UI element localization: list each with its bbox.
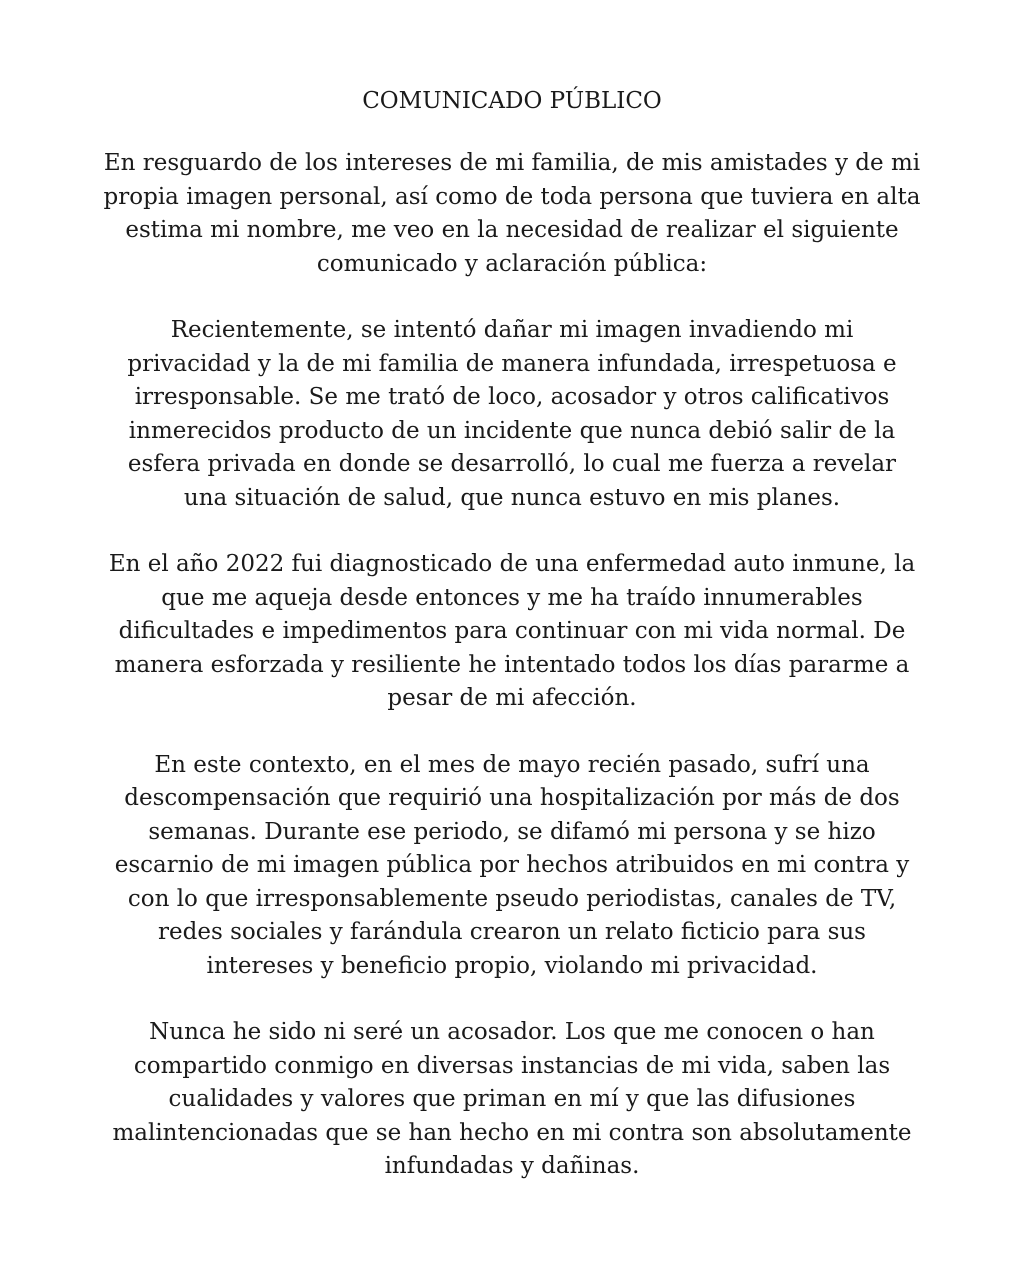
text-line: malintencionadas que se han hecho en mi contra son absolutamente (112, 1119, 912, 1146)
text-line: En resguardo de los intereses de mi familia, de mis amistades y de mi (103, 150, 921, 176)
text-line: con lo que irresponsablemente pseudo periodistas, canales de TV, (127, 885, 897, 912)
text-line: manera esforzada y resiliente he intentado todos los días pararme a (114, 651, 910, 678)
text-line: Recientemente, se intentó dañar mi imagen invadiendo mi (170, 317, 854, 343)
text-line: En el año 2022 fui diagnosticado de una enfermedad auto inmune, la (108, 551, 916, 577)
text-line: una situación de salud, que nunca estuvo en mis planes. (183, 484, 841, 511)
paragraph-context (60, 749, 964, 984)
paragraph-intro (60, 147, 964, 281)
text-line: esfera privada en donde se desarrolló, lo cual me fuerza a revelar (127, 451, 897, 477)
text-line: irresponsable. Se me trató de loco, acosador y otros calificativos (134, 384, 890, 410)
text-line: inmerecidos producto de un incidente que nunca debió salir de la (128, 417, 896, 444)
text-line: comunicado y aclaración pública: (316, 250, 708, 277)
text-line: intereses y beneficio propio, violando mi privacidad. (206, 952, 818, 979)
text-line: propia imagen personal, así como de toda persona que tuviera en alta (103, 183, 921, 210)
text-line: privacidad y la de mi familia de manera infundada, irrespetuosa e (127, 350, 897, 377)
text-line: escarnio de mi imagen pública por hechos atribuidos en mi contra y (114, 852, 910, 878)
paragraph-conclusion (60, 1016, 964, 1184)
text-line: En este contexto, en el mes de mayo recién pasado, sufrí una (154, 751, 870, 778)
text-line: que me aqueja desde entonces y me ha traído innumerables (161, 584, 863, 611)
text-line: estima mi nombre, me veo en la necesidad de realizar el siguiente (125, 217, 899, 243)
text-line: infundadas y dañinas. (384, 1153, 640, 1179)
text-line: pesar de mi afección. (387, 685, 637, 711)
text-line: dificultades e impedimentos para continuar con mi vida normal. De (118, 618, 906, 644)
text-line: descompensación que requirió una hospitalización por más de dos (124, 785, 900, 811)
text-line: compartido conmigo en diversas instancias de mi vida, saben las (133, 1052, 891, 1079)
text-line: semanas. Durante ese periodo, se difamó mi persona y se hizo (148, 818, 876, 845)
text-line: cualidades y valores que priman en mí y que las difusiones (168, 1086, 856, 1112)
document-title: COMUNICADO PÚBLICO (362, 88, 662, 114)
text-line: redes sociales y farándula crearon un relato ficticio para sus (158, 919, 866, 945)
text-line: Nunca he sido ni seré un acosador. Los que me conocen o han (149, 1019, 875, 1045)
paragraph-incident (60, 314, 964, 515)
paragraph-diagnosis (60, 548, 964, 716)
